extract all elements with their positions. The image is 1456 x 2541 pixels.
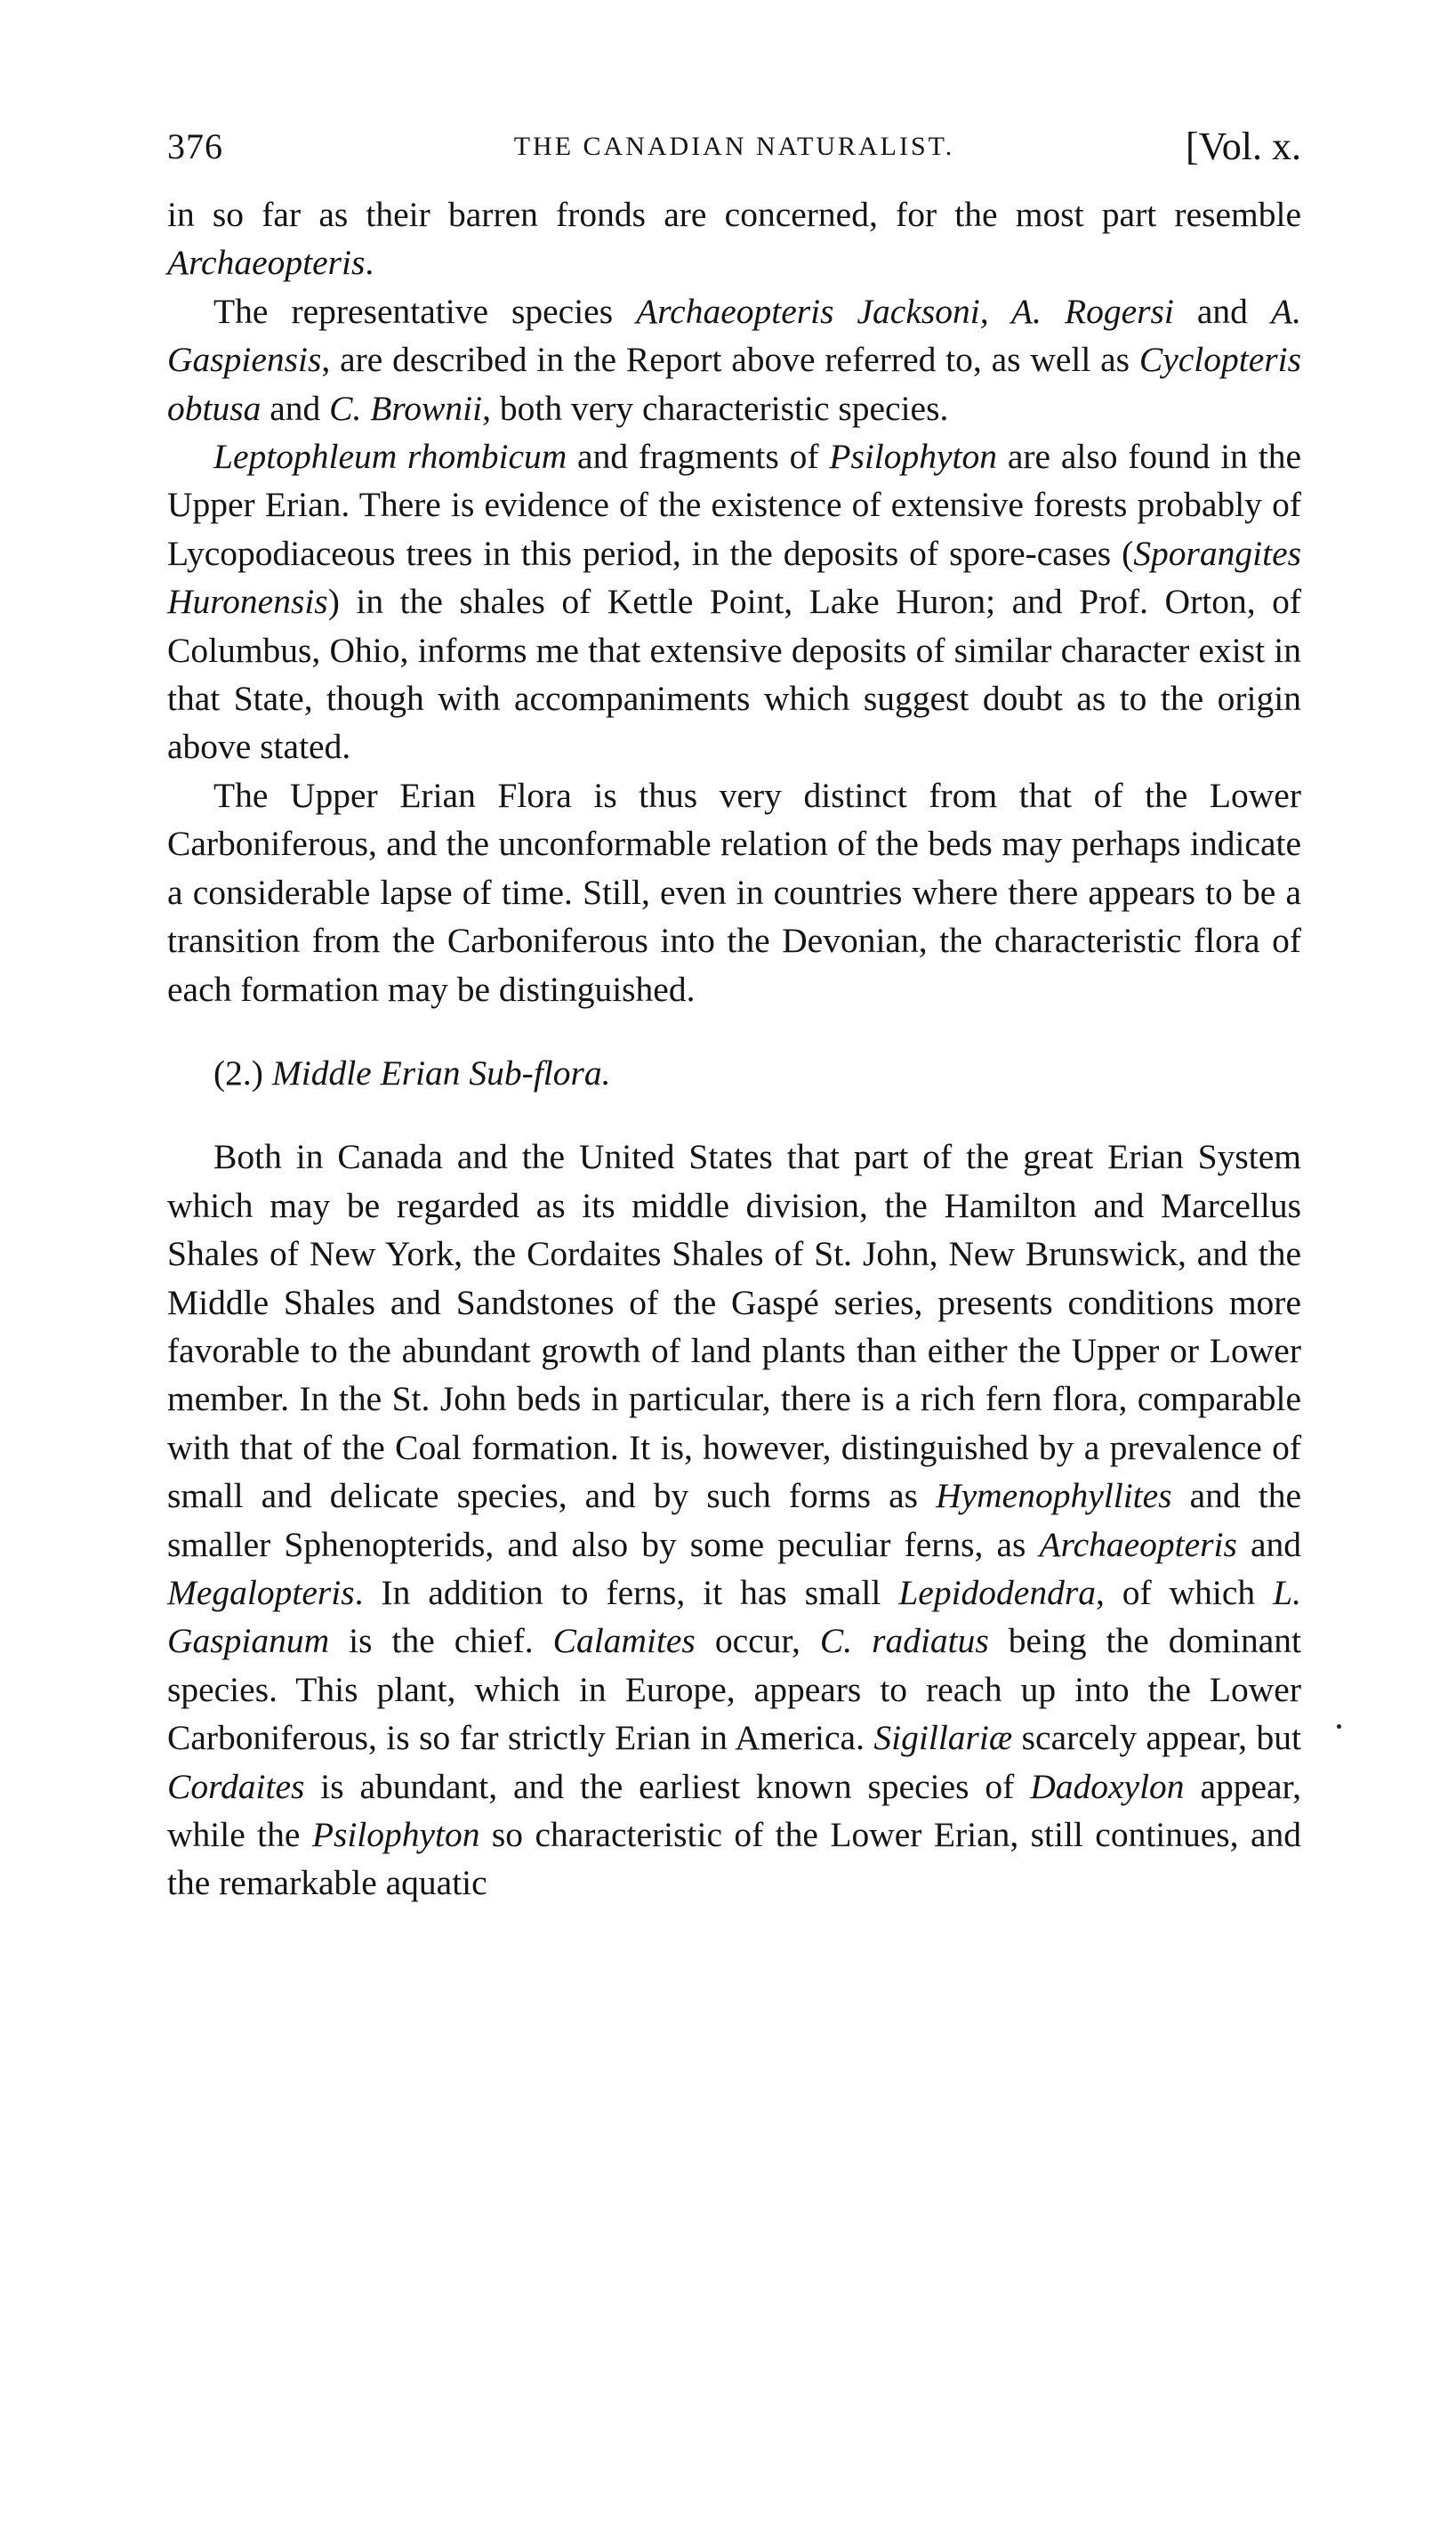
taxon-name: Archaeopteris: [167, 243, 366, 283]
paragraph-1: [167, 190, 1301, 287]
taxon-name: Dadoxylon: [1030, 1766, 1185, 1806]
volume-label: [Vol. x.: [1186, 125, 1301, 168]
taxon-name: Psilophyton: [311, 1815, 480, 1854]
text-run: occur,: [695, 1621, 820, 1661]
paragraph-4: [167, 771, 1301, 1013]
text-run: in so far as their barren fronds are concerned, for the most part resemble: [167, 195, 1301, 234]
text-run: ) in the shales of Kettle Point, Lake Huron; and Prof. Orton, of Columbus, Ohio, informs me that extensive deposits of similar character exist in that State, though with accompaniments which suggest doubt as to the origin above stated.: [167, 582, 1301, 767]
text-run: The Upper Erian Flora is thus very distinct from that of the Lower Carboniferous, and the unconformable relation of the beds may perhaps indicate a considerable lapse of time. Still, even in countries where there appears to be a transition from the Carboniferous into the Devonian, the characteristic flora of each formation may be distinguished.: [167, 775, 1301, 1009]
text-run: appear, while the: [167, 1766, 1301, 1854]
taxon-name: C. radiatus: [819, 1621, 989, 1661]
book-page: [167, 116, 1301, 1908]
text-run: and fragments of: [567, 437, 830, 477]
ink-speck: [1337, 1724, 1341, 1729]
taxon-name: Sigillariæ: [873, 1718, 1013, 1758]
text-run: is abundant, and the earliest known species of: [304, 1766, 1031, 1806]
paragraph-5: [167, 1133, 1301, 1908]
taxon-name: Psilophyton: [829, 437, 998, 477]
taxon-name: Lepidodendra: [898, 1572, 1096, 1612]
section-title: Middle Erian Sub-flora.: [271, 1053, 611, 1093]
text-run: and the smaller Sphenopterids, and also by some peculiar ferns, as: [167, 1476, 1302, 1564]
paragraph-2: [167, 287, 1301, 432]
text-run: , both very characteristic species.: [482, 388, 949, 428]
text-run: so characteristic of the Lower Erian, still continues, and the remarkable aquatic: [167, 1815, 1301, 1903]
section-number: (2.): [213, 1053, 272, 1093]
running-head: [167, 116, 1301, 178]
body-text: [167, 190, 1301, 1908]
taxon-name: Cyclopteris obtusa: [167, 340, 1301, 428]
text-run: and: [1236, 1524, 1301, 1564]
paragraph-3: [167, 432, 1301, 771]
text-run: and: [1173, 291, 1271, 331]
taxon-name: Cordaites: [167, 1766, 305, 1806]
text-run: are also found in the Upper Erian. There is evidence of the existence of extensive forests probably of Lycopodiaceous trees in this period, in the deposits of spore-cases (: [167, 437, 1301, 573]
page-number: 376: [167, 126, 223, 166]
taxon-name: A. Gaspiensis: [167, 291, 1301, 380]
text-run: Both in Canada and the United States that part of the great Erian System which may be regarded as its middle division, the Hamilton and Marcellus Shales of New York, the Cordaites Shales of St. John, New Brunswick, and the Middle Shales and Sandstones of the Gaspé series, presents conditions more favorable to the abundant growth of land plants than either the Upper or Lower member. In the St. John beds in particular, there is a rich fern flora, comparable with that of the Coal formation. It is, however, distinguished by a prevalence of small and delicate species, and by such forms as: [167, 1137, 1301, 1516]
journal-title: THE CANADIAN NATURALIST.: [513, 132, 955, 161]
taxon-name: L. Gaspianum: [167, 1572, 1301, 1661]
text-run: and: [261, 388, 330, 428]
text-run: , are described in the Report above referred to, as well as: [321, 340, 1139, 380]
text-run: , of which: [1095, 1572, 1274, 1612]
taxon-name: C. Brownii: [329, 388, 483, 428]
taxon-name: Sporangites Huronensis: [167, 533, 1301, 622]
taxon-name: Archaeopteris: [1039, 1524, 1237, 1564]
taxon-name: Megalopteris: [167, 1572, 355, 1612]
section-heading: [213, 1049, 1301, 1097]
text-run: scarcely appear, but: [1012, 1718, 1301, 1758]
taxon-name: Leptophleum rhombicum: [213, 437, 567, 477]
text-run: is the chief.: [329, 1621, 553, 1661]
taxon-name: Hymenophyllites: [936, 1476, 1172, 1516]
text-run: .: [365, 243, 374, 283]
text-run: The representative species: [213, 291, 637, 331]
taxon-name: Archaeopteris Jacksoni, A. Rogersi: [636, 291, 1174, 331]
text-run: being the dominant species. This plant, which in Europe, appears to reach up into the Lower Carboniferous, is so far strictly Erian in America.: [167, 1621, 1302, 1758]
taxon-name: Calamites: [552, 1621, 696, 1661]
text-run: . In addition to ferns, it has small: [354, 1572, 899, 1612]
